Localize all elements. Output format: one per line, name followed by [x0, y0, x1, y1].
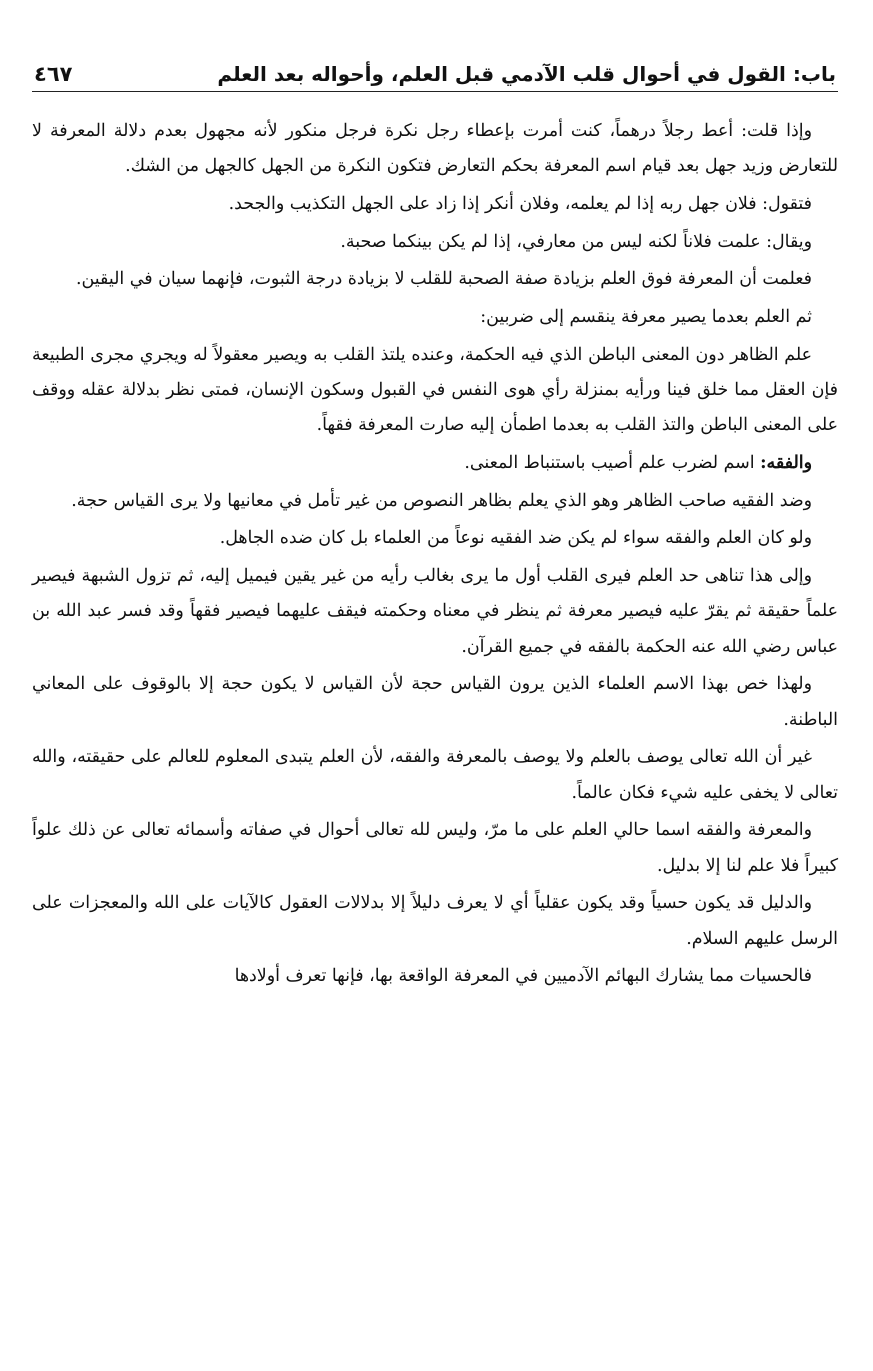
- paragraph-text: ولو كان العلم والفقه سواء لم يكن ضد الفقيه نوعاً من العلماء بل كان ضده الجاهل.: [219, 528, 812, 549]
- paragraph-fiqh-definition: [32, 446, 838, 481]
- paragraph: [32, 300, 838, 335]
- paragraph: [32, 262, 838, 297]
- paragraph: [32, 667, 838, 738]
- running-header: [32, 48, 838, 92]
- paragraph-text: وإلى هذا تناهى حد العلم فيرى القلب أول ما يرى بغالب رأيه من غير يقين فيميل إليه، ثم تزول الشبهة فيصير علماً حقيقة ثم يقرّ عليه فيصير معرفة ثم ينظر في معناه وحكمته فيقف عليهما فيصير فقهاً وقد فسر عبد الله بن عباس رضي الله عنه الحكمة بالفقه في جميع القرآن.: [32, 566, 838, 657]
- book-page: [32, 48, 838, 1348]
- paragraph: [32, 114, 838, 185]
- paragraph-text: فالحسيات مما يشارك البهائم الآدميين في المعرفة الواقعة بها، فإنها تعرف أولادها: [234, 966, 812, 987]
- paragraph-text: والمعرفة والفقه اسما حالي العلم على ما مرّ، وليس لله تعالى أحوال في صفاته وأسمائه تعالى عن ذلك علواً كبيراً فلا علم لنا إلا بدليل.: [32, 820, 838, 876]
- paragraph-text: ثم العلم بعدما يصير معرفة ينقسم إلى ضربين:: [480, 307, 812, 328]
- paragraph-text: وضد الفقيه صاحب الظاهر وهو الذي يعلم بظاهر النصوص من غير تأمل في معانيها ولا يرى القياس حجة.: [71, 490, 812, 511]
- paragraph: [32, 813, 838, 884]
- paragraph: [32, 521, 838, 556]
- paragraph-text: ولهذا خص بهذا الاسم العلماء الذين يرون القياس حجة لأن القياس لا يكون حجة إلا بالوقوف على المعاني الباطنة.: [32, 674, 838, 730]
- paragraph: [32, 187, 838, 222]
- paragraph-text: اسم لضرب علم أصيب باستنباط المعنى.: [464, 453, 755, 474]
- page-number: ٤٦٧: [34, 62, 73, 86]
- paragraph-continued: [32, 959, 838, 994]
- chapter-title: باب: القول في أحوال قلب الآدمي قبل العلم، وأحواله بعد العلم: [217, 62, 836, 86]
- paragraph: [32, 740, 838, 811]
- paragraph: [32, 338, 838, 444]
- paragraph-text: فعلمت أن المعرفة فوق العلم بزيادة صفة الصحبة للقلب لا بزيادة درجة الثبوت، فإنهما سيان في اليقين.: [76, 269, 812, 290]
- defined-term: والفقه:: [760, 453, 812, 474]
- paragraph-text: علم الظاهر دون المعنى الباطن الذي فيه الحكمة، وعنده يلتذ القلب به ويصير معقولاً له ويجري مجرى الطبيعة فإن العقل مما خلق فينا ورأيه بمنزلة رأي هوى النفس في القبول وسكون الإنسان، فمتى نظر بدلالة عقله ووقف على المعنى الباطن والتذ القلب به بعدما اطمأن إليه صارت المعرفة فقهاً.: [32, 344, 838, 436]
- paragraph-text: وإذا قلت: أعط رجلاً درهماً، كنت أمرت بإعطاء رجل نكرة فرجل منكور لأنه مجهول بعدم دلالة المعرفة لا للتعارض وزيد جهل بعد قيام اسم المعرفة بحكم التعارض فتكون النكرة من الجهل كالجهل من الشك.: [32, 121, 838, 177]
- paragraph: [32, 559, 838, 665]
- paragraph-text: فتقول: فلان جهل ربه إذا لم يعلمه، وفلان أنكر إذا زاد على الجهل التكذيب والجحد.: [228, 193, 812, 214]
- paragraph-text: ويقال: علمت فلاناً لكنه ليس من معارفي، إذا لم يكن بينكما صحبة.: [340, 231, 812, 252]
- paragraph: [32, 484, 838, 519]
- paragraph: [32, 225, 838, 260]
- body-text: [32, 114, 838, 995]
- paragraph-text: والدليل قد يكون حسياً وقد يكون عقلياً أي لا يعرف دليلاً إلا بدلالات العقول كالآيات على الله والمعجزات على الرسل عليهم السلام.: [32, 893, 838, 949]
- paragraph-text: غير أن الله تعالى يوصف بالعلم ولا يوصف بالمعرفة والفقه، لأن العلم يتبدى المعلوم للعالم على حقيقته، والله تعالى لا يخفى عليه شيء فكان عالماً.: [32, 747, 838, 803]
- paragraph: [32, 886, 838, 957]
